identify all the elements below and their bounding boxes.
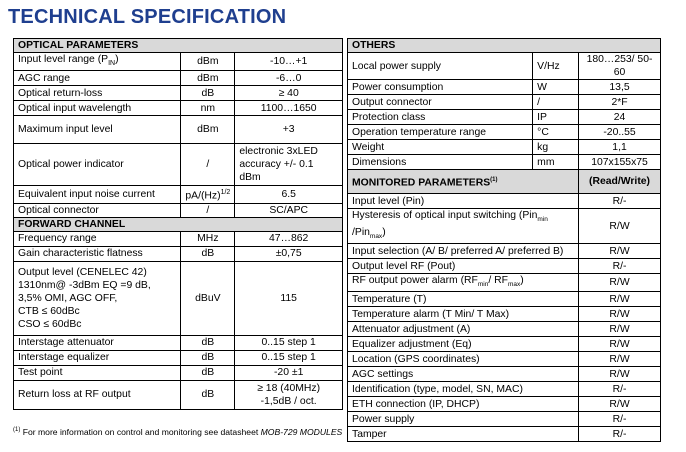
value-cell: +3 bbox=[235, 116, 343, 144]
unit-cell: dB bbox=[181, 246, 235, 261]
access-cell: R/W bbox=[579, 352, 661, 367]
param-cell: Optical power indicator bbox=[14, 144, 181, 186]
param-cell: Input selection (A/ B/ preferred A/ preferred B) bbox=[348, 244, 579, 259]
unit-cell: °C bbox=[533, 125, 579, 140]
param-cell: Test point bbox=[14, 365, 181, 380]
unit-cell: dB bbox=[181, 380, 235, 409]
value-cell: ≥ 18 (40MHz) -1,5dB / oct. bbox=[235, 380, 343, 409]
table-row bbox=[348, 274, 661, 292]
value-cell: 107x155x75 bbox=[579, 155, 661, 170]
param-cell: Attenuator adjustment (A) bbox=[348, 322, 579, 337]
table-row bbox=[348, 322, 661, 337]
table-row bbox=[14, 261, 343, 335]
value-cell: electronic 3xLED accuracy +/- 0.1 dBm bbox=[235, 144, 343, 186]
table-row bbox=[348, 194, 661, 209]
table-row bbox=[348, 382, 661, 397]
table-row bbox=[14, 380, 343, 409]
param-cell: Temperature (T) bbox=[348, 292, 579, 307]
access-cell: R/W bbox=[579, 292, 661, 307]
table-row bbox=[348, 53, 661, 80]
access-cell: R/W bbox=[579, 244, 661, 259]
table-row bbox=[14, 365, 343, 380]
param-cell: Gain characteristic flatness bbox=[14, 246, 181, 261]
param-cell: Optical connector bbox=[14, 203, 181, 217]
value-cell: 1,1 bbox=[579, 140, 661, 155]
value-cell: 0..15 step 1 bbox=[235, 350, 343, 365]
param-cell: Interstage equalizer bbox=[14, 350, 181, 365]
param-cell: Maximum input level bbox=[14, 116, 181, 144]
param-cell: RF output power alarm ($RF_{min}/$ $RF_{max}$) bbox=[348, 274, 579, 292]
optical-header: OPTICAL PARAMETERS bbox=[14, 39, 343, 53]
table-row bbox=[348, 155, 661, 170]
access-cell: R/W bbox=[579, 307, 661, 322]
param-cell: Location (GPS coordinates) bbox=[348, 352, 579, 367]
access-cell: R/W bbox=[579, 337, 661, 352]
unit-cell: $pA/(Hz)^{1/2}$ bbox=[181, 186, 235, 203]
unit-cell: dB bbox=[181, 86, 235, 101]
unit-cell: V/Hz bbox=[533, 53, 579, 80]
table-row bbox=[348, 337, 661, 352]
table-row bbox=[348, 110, 661, 125]
table-row bbox=[348, 412, 661, 427]
value-cell: SC/APC bbox=[235, 203, 343, 217]
value-cell: 6.5 bbox=[235, 186, 343, 203]
unit-cell: / bbox=[181, 144, 235, 186]
access-cell: R/W bbox=[579, 274, 661, 292]
table-row bbox=[348, 307, 661, 322]
value-cell: -20 ±1 bbox=[235, 365, 343, 380]
unit-cell: dBm bbox=[181, 53, 235, 71]
value-cell: -6…0 bbox=[235, 71, 343, 86]
others-header: OTHERS bbox=[348, 39, 661, 53]
table-row bbox=[14, 144, 343, 186]
param-cell: Frequency range bbox=[14, 231, 181, 246]
table-row bbox=[14, 53, 343, 71]
left-spec-table bbox=[13, 38, 343, 410]
unit-cell: MHz bbox=[181, 231, 235, 246]
value-cell: 0..15 step 1 bbox=[235, 335, 343, 350]
table-row bbox=[348, 352, 661, 367]
param-cell: Equivalent input noise current bbox=[14, 186, 181, 203]
table-row bbox=[348, 259, 661, 274]
value-cell: 24 bbox=[579, 110, 661, 125]
value-cell: 115 bbox=[235, 261, 343, 335]
table-row bbox=[348, 244, 661, 259]
unit-cell: dB bbox=[181, 365, 235, 380]
param-cell: Optical return-loss bbox=[14, 86, 181, 101]
unit-cell: W bbox=[533, 80, 579, 95]
table-row bbox=[14, 116, 343, 144]
param-cell: Return loss at RF output bbox=[14, 380, 181, 409]
table-row bbox=[348, 292, 661, 307]
param-cell: Dimensions bbox=[348, 155, 533, 170]
table-row bbox=[14, 350, 343, 365]
value-cell: -20..55 bbox=[579, 125, 661, 140]
access-cell: R/- bbox=[579, 382, 661, 397]
param-cell: Tamper bbox=[348, 427, 579, 442]
param-cell: Output connector bbox=[348, 95, 533, 110]
param-cell: AGC settings bbox=[348, 367, 579, 382]
value-cell: -10…+1 bbox=[235, 53, 343, 71]
table-row bbox=[348, 209, 661, 244]
param-cell: AGC range bbox=[14, 71, 181, 86]
param-cell: Weight bbox=[348, 140, 533, 155]
table-row bbox=[14, 186, 343, 203]
table-row bbox=[348, 95, 661, 110]
unit-cell: / bbox=[181, 203, 235, 217]
unit-cell: dBm bbox=[181, 116, 235, 144]
table-row bbox=[14, 203, 343, 217]
table-row bbox=[348, 427, 661, 442]
optical-header-row bbox=[14, 39, 343, 53]
table-row bbox=[348, 140, 661, 155]
param-cell: Interstage attenuator bbox=[14, 335, 181, 350]
param-cell: Operation temperature range bbox=[348, 125, 533, 140]
access-cell: R/W bbox=[579, 322, 661, 337]
monitored-header-row bbox=[348, 170, 661, 194]
param-cell: Hysteresis of optical input switching (Pin$_{min}$ /Pin$_{max}$) bbox=[348, 209, 579, 244]
value-cell: ±0,75 bbox=[235, 246, 343, 261]
table-row bbox=[14, 246, 343, 261]
table-row bbox=[14, 101, 343, 116]
table-row bbox=[14, 335, 343, 350]
value-cell: 47…862 bbox=[235, 231, 343, 246]
table-row bbox=[348, 125, 661, 140]
access-cell: R/- bbox=[579, 427, 661, 442]
unit-cell: / bbox=[533, 95, 579, 110]
value-cell: 2*F bbox=[579, 95, 661, 110]
table-row bbox=[14, 71, 343, 86]
param-cell: Temperature alarm (T Min/ T Max) bbox=[348, 307, 579, 322]
value-cell: 13,5 bbox=[579, 80, 661, 95]
unit-cell: dBm bbox=[181, 71, 235, 86]
unit-cell: dBuV bbox=[181, 261, 235, 335]
table-row bbox=[14, 86, 343, 101]
param-cell: ETH connection (IP, DHCP) bbox=[348, 397, 579, 412]
param-cell: Output level RF (Pout) bbox=[348, 259, 579, 274]
monitored-header-access: (Read/Write) bbox=[579, 170, 661, 194]
table-row bbox=[348, 80, 661, 95]
access-cell: R/- bbox=[579, 412, 661, 427]
param-cell: Optical input wavelength bbox=[14, 101, 181, 116]
footnote: $^{(1)}$ For more information on control and monitoring see datasheet MOB-729 MODULES bbox=[13, 427, 343, 437]
unit-cell: nm bbox=[181, 101, 235, 116]
unit-cell: dB bbox=[181, 335, 235, 350]
right-spec-table bbox=[347, 38, 661, 442]
unit-cell: mm bbox=[533, 155, 579, 170]
param-cell: Output level (CENELEC 42) 1310nm@ -3dBm EQ =9 dB, 3,5% OMI, AGC OFF, CTB ≤ 60dBc CSO ≤ 60dBc bbox=[14, 261, 181, 335]
param-cell: Input level range $(P_{IN})$ bbox=[14, 53, 181, 71]
unit-cell: kg bbox=[533, 140, 579, 155]
unit-cell: IP bbox=[533, 110, 579, 125]
value-cell: 1100…1650 bbox=[235, 101, 343, 116]
others-header-row bbox=[348, 39, 661, 53]
param-cell: Power supply bbox=[348, 412, 579, 427]
param-cell: Local power supply bbox=[348, 53, 533, 80]
access-cell: R/W bbox=[579, 397, 661, 412]
param-cell: Identification (type, model, SN, MAC) bbox=[348, 382, 579, 397]
unit-cell: dB bbox=[181, 350, 235, 365]
access-cell: R/W bbox=[579, 209, 661, 244]
param-cell: Input level (Pin) bbox=[348, 194, 579, 209]
forward-header-row bbox=[14, 217, 343, 231]
access-cell: R/- bbox=[579, 194, 661, 209]
page-title: TECHNICAL SPECIFICATION bbox=[8, 6, 287, 28]
access-cell: R/W bbox=[579, 367, 661, 382]
table-row bbox=[14, 231, 343, 246]
param-cell: Protection class bbox=[348, 110, 533, 125]
value-cell: ≥ 40 bbox=[235, 86, 343, 101]
value-cell: 180…253/ 50-60 bbox=[579, 53, 661, 80]
table-row bbox=[348, 397, 661, 412]
param-cell: Equalizer adjustment (Eq) bbox=[348, 337, 579, 352]
table-row bbox=[348, 367, 661, 382]
monitored-header: MONITORED PARAMETERS$^{(1)}$ bbox=[348, 170, 579, 194]
forward-header: FORWARD CHANNEL bbox=[14, 217, 343, 231]
param-cell: Power consumption bbox=[348, 80, 533, 95]
access-cell: R/- bbox=[579, 259, 661, 274]
